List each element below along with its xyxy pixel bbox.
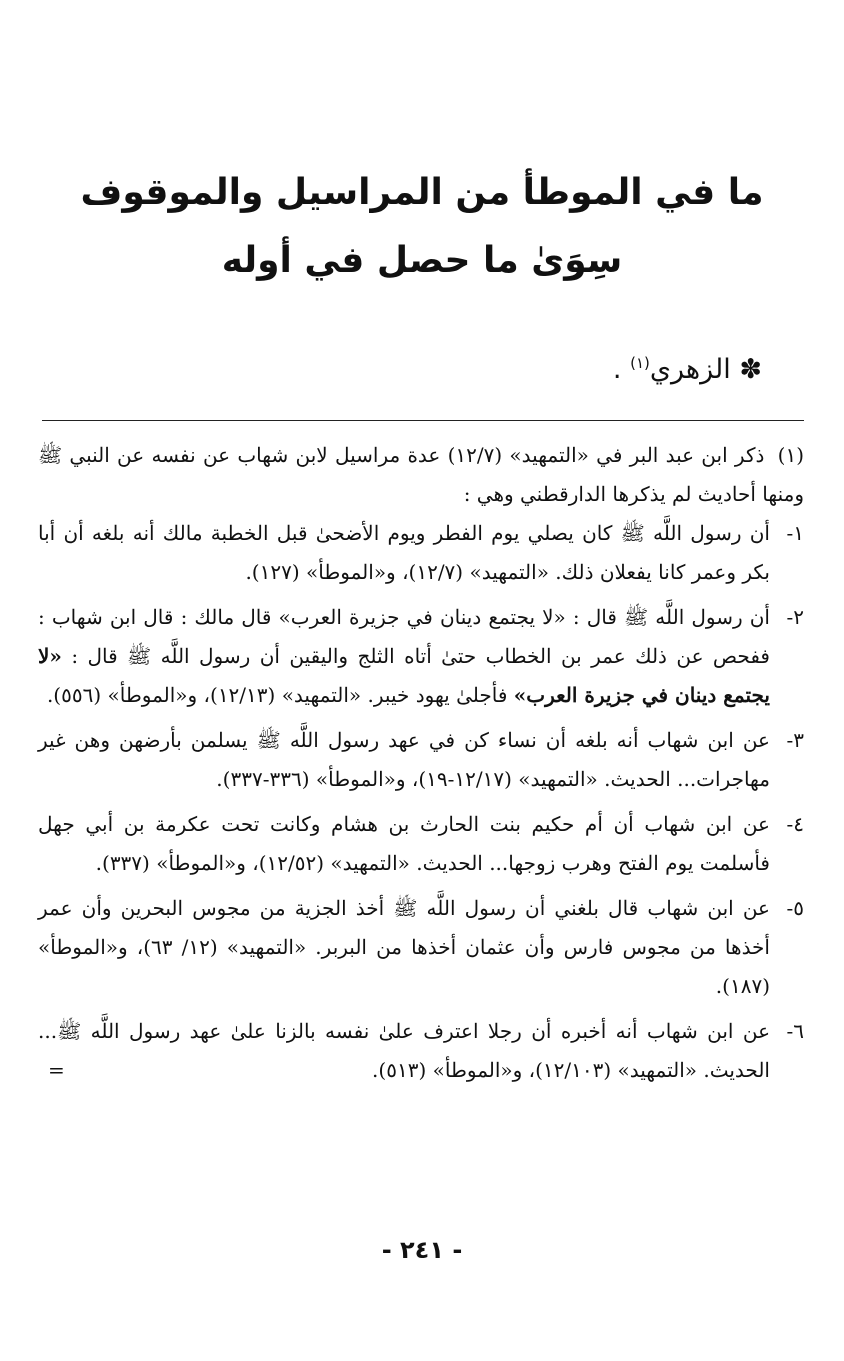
- asterisk-icon: ✽: [739, 354, 762, 385]
- item-text: عن ابن شهاب أنه أخبره أن رجلا اعترف علىٰ نفسه بالزنا علىٰ عهد رسول اللَّه ﷺ... الحديث. «التمهيد» (١٢/١٠٣)، و«الموطأ» (٥١٣).: [38, 1019, 770, 1082]
- item-number: ٤-: [786, 812, 804, 836]
- footnote-divider: [42, 420, 804, 421]
- item-bold-quote: «لا يجتمع دينان في جزيرة العرب»: [38, 644, 770, 707]
- page-title-line-2: سِوَىٰ ما حصل في أوله: [221, 240, 623, 281]
- footnotes: [38, 436, 804, 1090]
- item-text: أن رسول اللَّه ﷺ كان يصلي يوم الفطر ويوم الأضحىٰ قبل الخطبة مالك أنه بلغه أن أبا بكر وعمر كانا يفعلان ذلك. «التمهيد» (١٢/٧)، و«الموطأ» (١٢٧).: [38, 521, 770, 584]
- footnote-ref: (١): [630, 354, 650, 372]
- item-number: ٥-: [786, 896, 804, 920]
- footnote-item-5: [38, 889, 804, 1006]
- footnote-intro: [38, 436, 804, 514]
- item-text-a: أن رسول اللَّه ﷺ قال : «لا يجتمع دينان في جزيرة العرب» قال مالك : قال ابن شهاب : ففحص عن ذلك عمر بن الخطاب حتىٰ أتاه الثلج واليقين أن رسول اللَّه ﷺ قال :: [38, 605, 770, 668]
- section-name: الزهري: [649, 354, 731, 385]
- item-number: ٦-: [786, 1019, 804, 1043]
- section-end: .: [612, 354, 622, 385]
- continuation-mark: =: [48, 1058, 65, 1082]
- footnote-intro-text: ذكر ابن عبد البر في «التمهيد» (١٢/٧) عدة مراسيل لابن شهاب عن نفسه عن النبي ﷺ ومنها أحاديث لم يذكرها الدارقطني وهي :: [38, 443, 804, 506]
- item-text-b: فأجلىٰ يهود خيبر. «التمهيد» (١٢/١٣)، و«الموطأ» (٥٥٦).: [46, 683, 508, 707]
- item-text: عن ابن شهاب أنه بلغه أن نساء كن في عهد رسول اللَّه ﷺ يسلمن بأرضهن وهن غير مهاجرات... الحديث. «التمهيد» (١٢/١٧-١٩)، و«الموطأ» (٣٣٦-٣٣٧).: [38, 728, 770, 791]
- footnote-item-3: [38, 721, 804, 799]
- page-number: - ٢٤١ -: [381, 1236, 463, 1264]
- item-number: ٣-: [786, 728, 804, 752]
- item-number: ٢-: [786, 605, 804, 629]
- item-text: عن ابن شهاب قال بلغني أن رسول اللَّه ﷺ أخذ الجزية من مجوس البحرين وأن عمر أخذها من مجوس فارس وأن عثمان أخذها من البربر. «التمهيد» (١٢/ ٦٣)، و«الموطأ» (١٨٧).: [38, 896, 770, 998]
- footnote-number: (١): [777, 443, 804, 467]
- item-number: ١-: [786, 521, 804, 545]
- page-title-line-1: ما في الموطأ من المراسيل والموقوف: [80, 172, 764, 213]
- footnote-item-1: [38, 514, 804, 592]
- section-heading: [613, 354, 762, 385]
- footnote-item-2: [38, 598, 804, 715]
- footnote-item-6: [38, 1012, 804, 1090]
- footnote-item-4: [38, 805, 804, 883]
- item-text: عن ابن شهاب أن أم حكيم بنت الحارث بن هشام وكانت تحت عكرمة بن أبي جهل فأسلمت يوم الفتح وهرب زوجها... الحديث. «التمهيد» (١٢/٥٢)، و«الموطأ» (٣٣٧).: [38, 812, 770, 875]
